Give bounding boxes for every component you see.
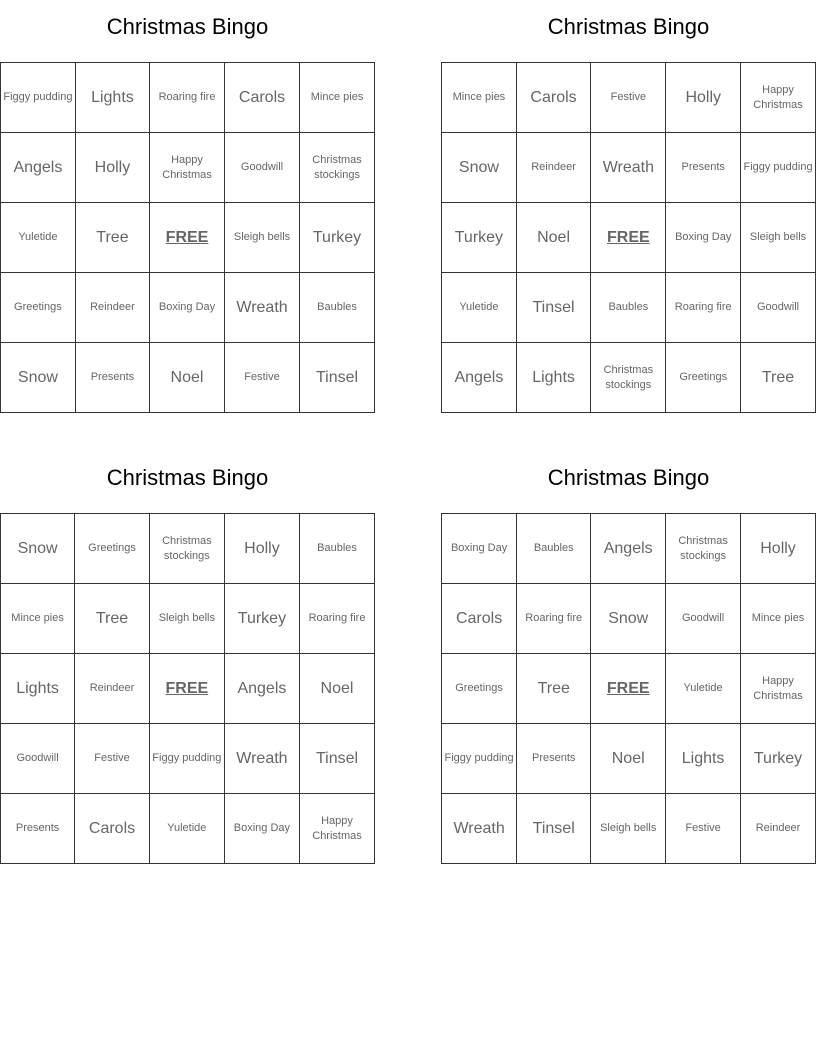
bingo-cell: Boxing Day	[150, 273, 225, 343]
bingo-cell: Figgy pudding	[149, 724, 224, 794]
bingo-cell: Boxing Day	[442, 514, 517, 584]
bingo-cell: Happy Christmas	[300, 794, 375, 864]
bingo-cell: Mince pies	[442, 63, 517, 133]
bingo-row	[1, 654, 375, 724]
bingo-cell: Tinsel	[300, 343, 375, 413]
bingo-cell: Tinsel	[517, 794, 591, 864]
card-title: Christmas Bingo	[547, 14, 710, 39]
bingo-cell: Reindeer	[75, 654, 150, 724]
bingo-cell: Noel	[516, 203, 590, 273]
bingo-row	[442, 273, 816, 343]
bingo-cell: Snow	[1, 514, 75, 584]
bingo-row	[442, 584, 816, 654]
bingo-row	[442, 514, 816, 584]
bingo-cell: Yuletide	[1, 203, 76, 273]
bingo-row	[1, 584, 375, 654]
bingo-cell: Wreath	[224, 724, 299, 794]
bingo-cell: Snow	[1, 343, 76, 413]
bingo-cell: Festive	[591, 63, 666, 133]
bingo-cell: Greetings	[666, 343, 741, 413]
bingo-grid	[0, 62, 375, 413]
bingo-cell: Reindeer	[516, 133, 590, 203]
bingo-cell: Goodwill	[224, 133, 299, 203]
bingo-cell: Goodwill	[1, 724, 75, 794]
bingo-cell: Holly	[75, 133, 149, 203]
free-space-cell: FREE	[591, 203, 666, 273]
bingo-grid	[441, 513, 816, 864]
bingo-row	[442, 63, 816, 133]
bingo-cell: Christmas stockings	[149, 514, 224, 584]
bingo-cell: Mince pies	[741, 584, 816, 654]
bingo-row	[1, 203, 375, 273]
bingo-cell: Baubles	[517, 514, 591, 584]
bingo-cell: Tree	[741, 343, 816, 413]
bingo-cell: Festive	[75, 724, 150, 794]
bingo-cell: Baubles	[300, 514, 375, 584]
bingo-row	[1, 514, 375, 584]
bingo-cell: Festive	[224, 343, 299, 413]
bingo-cell: Sleigh bells	[149, 584, 224, 654]
bingo-cell: Holly	[741, 514, 816, 584]
card-title: Christmas Bingo	[106, 465, 269, 490]
bingo-cell: Carols	[442, 584, 517, 654]
bingo-cell: Angels	[591, 514, 666, 584]
bingo-cell: Yuletide	[442, 273, 517, 343]
bingo-cell: Wreath	[224, 273, 299, 343]
bingo-cell: Wreath	[442, 794, 517, 864]
bingo-cell: Sleigh bells	[741, 203, 816, 273]
bingo-grid	[441, 62, 816, 413]
bingo-cell: Tree	[75, 584, 150, 654]
bingo-cell: Sleigh bells	[591, 794, 666, 864]
bingo-cell: Sleigh bells	[224, 203, 299, 273]
bingo-cell: Greetings	[1, 273, 76, 343]
bingo-row	[1, 273, 375, 343]
free-space-cell: FREE	[149, 654, 224, 724]
bingo-cell: Figgy pudding	[1, 63, 76, 133]
free-space-cell: FREE	[150, 203, 225, 273]
bingo-cell: Roaring fire	[666, 273, 741, 343]
bingo-cell: Happy Christmas	[741, 63, 816, 133]
bingo-cell: Goodwill	[666, 584, 741, 654]
bingo-cell: Noel	[150, 343, 225, 413]
bingo-row	[1, 343, 375, 413]
bingo-cell: Baubles	[591, 273, 666, 343]
bingo-cell: Tinsel	[516, 273, 590, 343]
bingo-cell: Angels	[224, 654, 299, 724]
bingo-cell: Roaring fire	[517, 584, 591, 654]
bingo-cell: Noel	[300, 654, 375, 724]
bingo-cell: Holly	[666, 63, 741, 133]
bingo-cell: Roaring fire	[150, 63, 225, 133]
bingo-cell: Christmas stockings	[666, 514, 741, 584]
card-title: Christmas Bingo	[106, 14, 269, 39]
bingo-row	[442, 794, 816, 864]
bingo-cell: Lights	[75, 63, 149, 133]
bingo-row	[1, 63, 375, 133]
bingo-cell: Goodwill	[741, 273, 816, 343]
bingo-cell: Happy Christmas	[150, 133, 225, 203]
bingo-cell: Roaring fire	[300, 584, 375, 654]
bingo-cell: Lights	[516, 343, 590, 413]
bingo-cell: Wreath	[591, 133, 666, 203]
bingo-row	[1, 133, 375, 203]
bingo-cell: Festive	[666, 794, 741, 864]
bingo-cell: Christmas stockings	[300, 133, 375, 203]
bingo-cell: Tree	[517, 654, 591, 724]
bingo-cell: Presents	[517, 724, 591, 794]
bingo-cell: Christmas stockings	[591, 343, 666, 413]
bingo-cell: Yuletide	[149, 794, 224, 864]
bingo-grid	[0, 513, 375, 864]
bingo-cell: Turkey	[224, 584, 299, 654]
bingo-cell: Turkey	[442, 203, 517, 273]
bingo-cell: Angels	[442, 343, 517, 413]
bingo-cell: Greetings	[442, 654, 517, 724]
bingo-cell: Baubles	[300, 273, 375, 343]
bingo-cell: Snow	[591, 584, 666, 654]
bingo-cell: Boxing Day	[666, 203, 741, 273]
bingo-cell: Mince pies	[300, 63, 375, 133]
bingo-cell: Reindeer	[75, 273, 149, 343]
bingo-cell: Greetings	[75, 514, 150, 584]
free-space-cell: FREE	[591, 654, 666, 724]
bingo-row	[442, 133, 816, 203]
bingo-cell: Tree	[75, 203, 149, 273]
bingo-cell: Lights	[666, 724, 741, 794]
bingo-cell: Turkey	[741, 724, 816, 794]
bingo-cell: Noel	[591, 724, 666, 794]
bingo-row	[1, 794, 375, 864]
bingo-cell: Yuletide	[666, 654, 741, 724]
bingo-row	[442, 724, 816, 794]
bingo-cell: Presents	[1, 794, 75, 864]
bingo-cell: Mince pies	[1, 584, 75, 654]
bingo-row	[442, 343, 816, 413]
bingo-cell: Tinsel	[300, 724, 375, 794]
bingo-row	[442, 654, 816, 724]
bingo-cell: Reindeer	[741, 794, 816, 864]
bingo-cell: Happy Christmas	[741, 654, 816, 724]
card-title: Christmas Bingo	[547, 465, 710, 490]
bingo-cell: Lights	[1, 654, 75, 724]
bingo-cell: Angels	[1, 133, 76, 203]
bingo-cell: Figgy pudding	[442, 724, 517, 794]
bingo-cell: Snow	[442, 133, 517, 203]
bingo-cell: Boxing Day	[224, 794, 299, 864]
bingo-row	[442, 203, 816, 273]
bingo-cell: Turkey	[300, 203, 375, 273]
bingo-cell: Carols	[516, 63, 590, 133]
bingo-cell: Presents	[75, 343, 149, 413]
bingo-cell: Figgy pudding	[741, 133, 816, 203]
bingo-cell: Presents	[666, 133, 741, 203]
bingo-cell: Holly	[224, 514, 299, 584]
bingo-row	[1, 724, 375, 794]
bingo-cell: Carols	[224, 63, 299, 133]
bingo-cell: Carols	[75, 794, 150, 864]
